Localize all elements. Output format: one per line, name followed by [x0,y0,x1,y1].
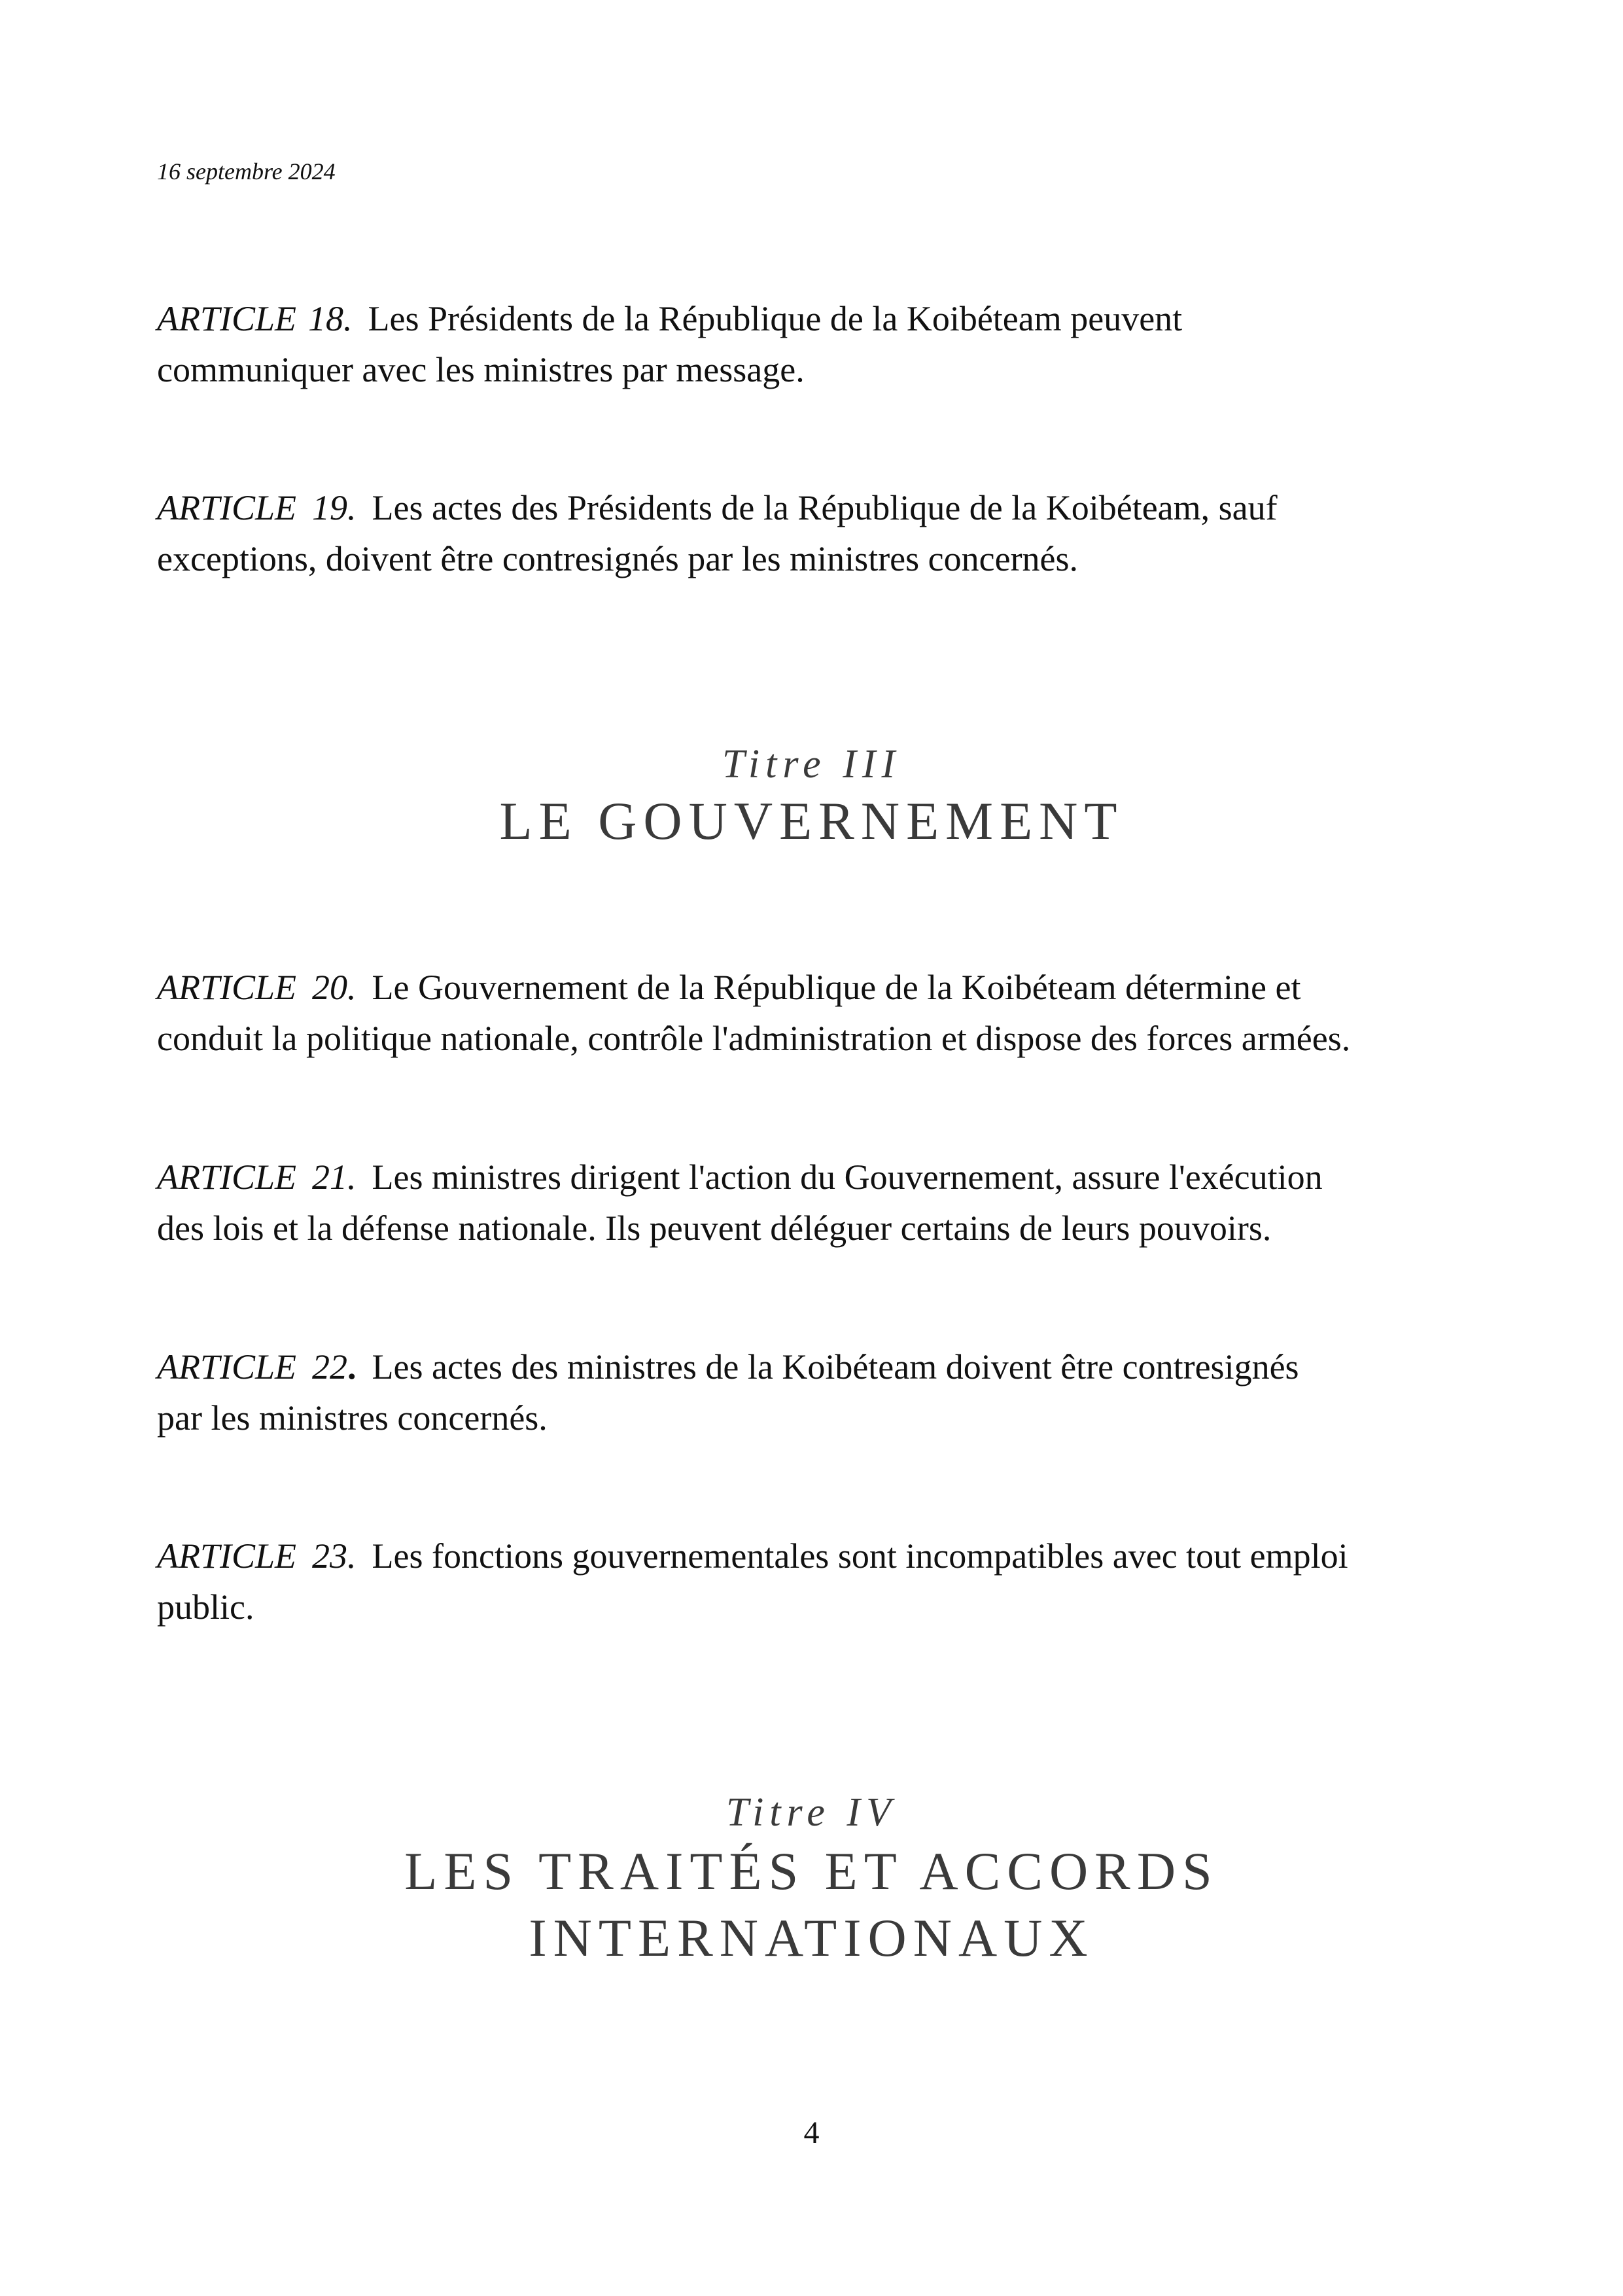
article-text: Les ministres dirigent l'action du Gouvernement, assure l'exécution [372,1157,1323,1197]
article-23-line-1 [157,1530,1505,1581]
article-21-line-1 [157,1152,1505,1203]
article-18-line-1 [157,293,1505,344]
article-22-line-1 [157,1341,1505,1392]
article-text: des lois et la défense nationale. Ils peuvent déléguer certains de leurs pouvoirs. [157,1209,1272,1248]
article-text: Les actes des ministres de la Koibéteam doivent être contresignés [372,1347,1299,1386]
title-4-heading-line-1: LES TRAITÉS ET ACCORDS [404,1841,1219,1901]
article-text: conduit la politique nationale, contrôle l'administration et dispose des forces armées. [157,1019,1351,1058]
article-23 [157,1530,1505,1633]
article-text: Les actes des Présidents de la République de la Koibéteam, sauf [372,488,1278,527]
article-text: Le Gouvernement de la République de la Koibéteam détermine et [372,968,1301,1007]
article-20 [157,962,1505,1064]
page-number: 4 [803,2115,820,2150]
title-3-heading: LE GOUVERNEMENT [499,791,1124,851]
article-number: 22 . [312,1347,357,1386]
title-4-heading-line-2: INTERNATIONAUX [529,1908,1094,1968]
article-text: public. [157,1587,254,1627]
title-3-label: Titre III [722,742,901,786]
article-number: 23. [312,1536,357,1576]
article-18 [157,293,1505,395]
article-text: Les Présidents de la République de la Koibéteam peuvent [368,299,1183,338]
article-number: 20. [312,968,357,1007]
article-text: exceptions, doivent être contresignés par les ministres concernés. [157,539,1079,578]
article-label: ARTICLE [157,1536,297,1576]
article-20-line-1 [157,962,1505,1013]
article-number: 19. [312,488,357,527]
article-19-line-1 [157,482,1505,533]
article-label: ARTICLE [157,1347,297,1386]
article-number: 18. [308,299,353,338]
article-22 [157,1341,1505,1443]
article-label: ARTICLE [157,968,297,1007]
document-date: 16 septembre 2024 [157,158,336,185]
article-21 [157,1152,1505,1254]
article-text: communiquer avec les ministres par message. [157,350,805,389]
article-number: 21. [312,1157,357,1197]
article-text: Les fonctions gouvernementales sont incompatibles avec tout emploi [372,1536,1348,1576]
title-4-label: Titre IV [726,1790,897,1835]
article-label: ARTICLE [157,488,297,527]
article-text: par les ministres concernés. [157,1398,548,1438]
article-label: ARTICLE [157,1157,297,1197]
article-19 [157,482,1505,584]
article-label: ARTICLE [157,299,297,338]
